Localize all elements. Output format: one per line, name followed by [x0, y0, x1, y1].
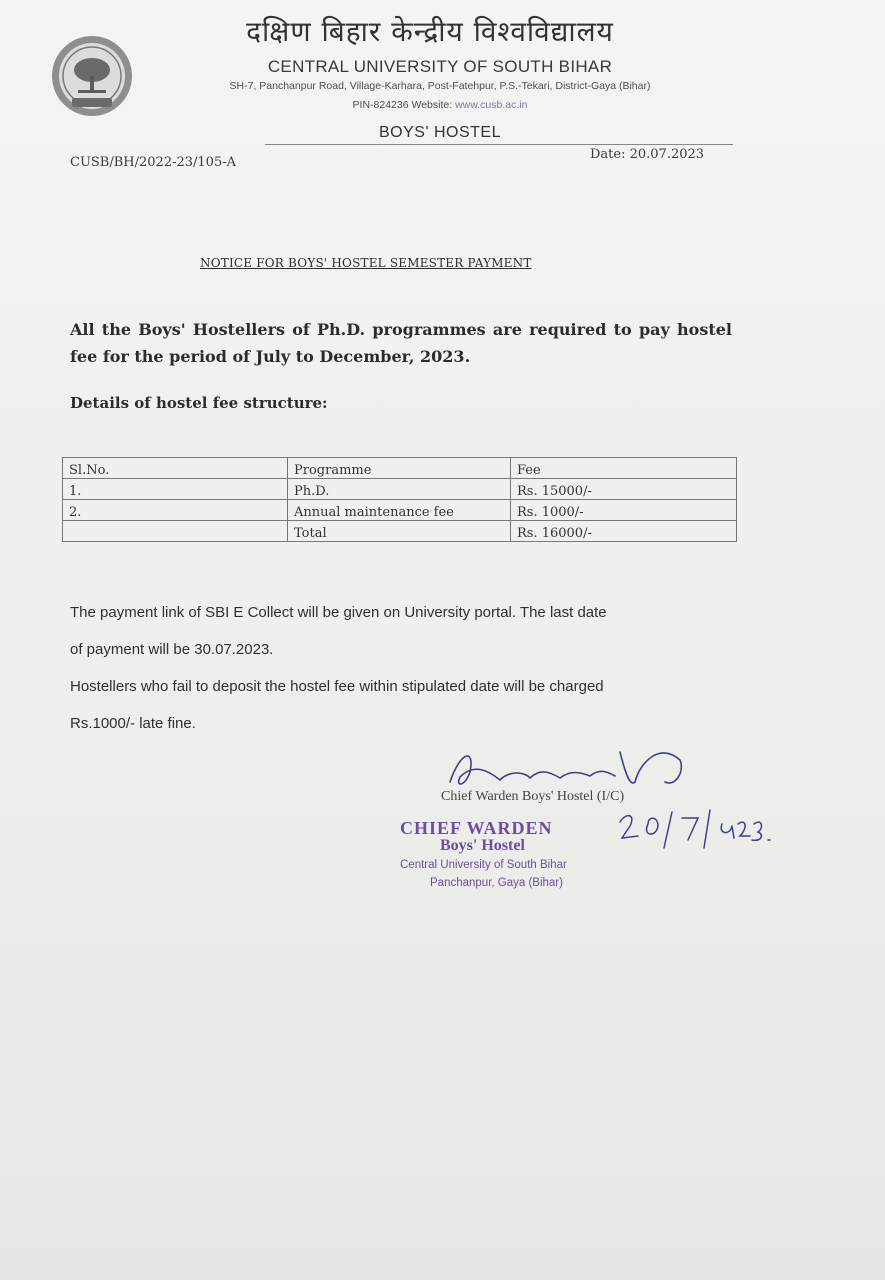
late-fine-line-2: Rs.1000/- late fine.	[70, 715, 196, 732]
table-row	[63, 479, 737, 500]
stamp-title: CHIEF WARDEN	[400, 818, 553, 838]
pin-code: PIN-824236 Website:	[352, 99, 453, 111]
handwritten-date	[612, 808, 782, 850]
pin-website-line	[150, 99, 730, 111]
payment-line-2: of payment will be 30.07.2023.	[70, 641, 274, 658]
cell-fee: Rs. 1000/-	[511, 500, 737, 521]
signatory-caption: Chief Warden Boys' Hostel (I/C)	[441, 789, 625, 804]
fee-details-heading: Details of hostel fee structure:	[70, 394, 328, 412]
fee-table	[62, 457, 737, 542]
reference-number: CUSB/BH/2022-23/105-A	[70, 155, 237, 170]
cell-programme: Ph.D.	[288, 479, 511, 500]
notice-intro: All the Boys' Hostellers of Ph.D. programmes are required to pay hostel fee for the period of July to December, 2023.	[70, 320, 732, 366]
cell-programme: Total	[288, 521, 511, 542]
notice-title: NOTICE FOR BOYS' HOSTEL SEMESTER PAYMENT	[200, 256, 532, 270]
university-name: CENTRAL UNIVERSITY OF SOUTH BIHAR	[267, 57, 613, 76]
notice-date: Date: 20.07.2023	[590, 147, 705, 162]
cell-slno	[63, 521, 288, 542]
cell-fee: Rs. 15000/-	[511, 479, 737, 500]
cell-programme: Annual maintenance fee	[288, 500, 511, 521]
cell-slno: 2.	[63, 500, 288, 521]
stamp-location: Panchanpur, Gaya (Bihar)	[430, 877, 563, 889]
stamp-hostel: Boys' Hostel	[440, 837, 525, 854]
table-total-row	[63, 521, 737, 542]
header-divider	[265, 144, 733, 145]
university-logo	[50, 34, 134, 118]
section-heading: BOYS' HOSTEL	[379, 124, 501, 141]
university-address: SH-7, Panchanpur Road, Village-Karhara, Post-Fatehpur, P.S.-Tekari, District-Gaya (Bihar)	[229, 80, 651, 92]
table-header-row	[63, 458, 737, 479]
stamp-university: Central University of South Bihar	[400, 859, 567, 871]
cell-fee: Rs. 16000/-	[511, 521, 737, 542]
header-cell-programme: Programme	[288, 458, 511, 479]
late-fine-line-1: Hostellers who fail to deposit the hostel fee within stipulated date will be charged	[70, 678, 604, 695]
cell-slno: 1.	[63, 479, 288, 500]
header-cell-slno: Sl.No.	[63, 458, 288, 479]
hindi-university-title: दक्षिण बिहार केन्द्रीय विश्वविद्यालय	[246, 15, 614, 48]
website-link: www.cusb.ac.in	[455, 99, 528, 111]
header-cell-fee: Fee	[511, 458, 737, 479]
payment-line-1: The payment link of SBI E Collect will be given on University portal. The last date	[70, 604, 607, 621]
table-row	[63, 500, 737, 521]
official-stamp	[400, 818, 567, 889]
